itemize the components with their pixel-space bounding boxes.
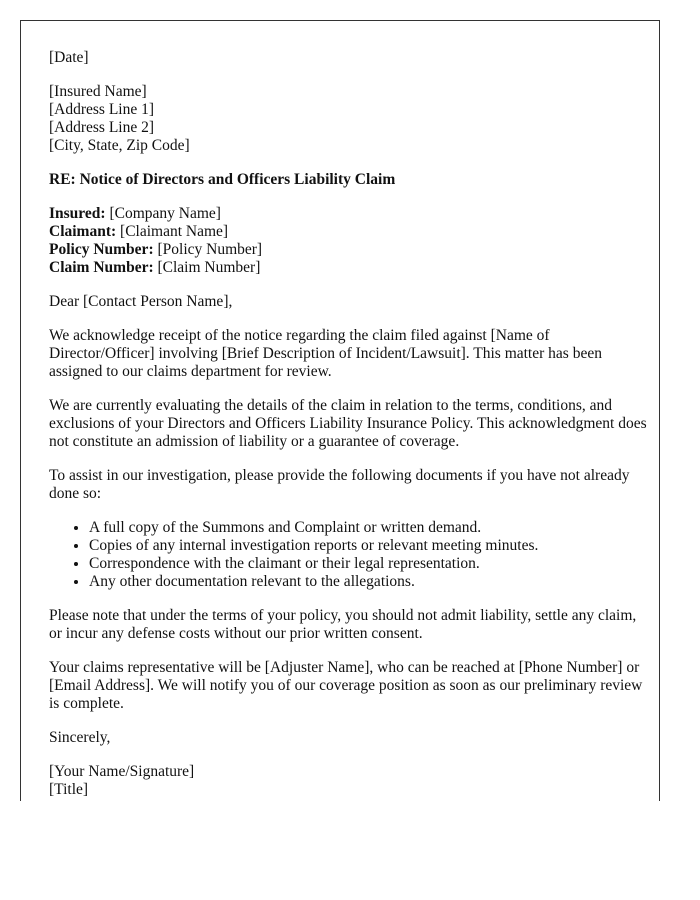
list-item: • A full copy of the Summons and Complaint or written demand.	[89, 519, 649, 537]
letter-content	[49, 49, 649, 801]
detail-label: Policy Number:	[49, 241, 154, 258]
detail-value: [Policy Number]	[153, 241, 263, 258]
list-item: • Correspondence with the claimant or their legal representation.	[89, 555, 649, 573]
recipient-address-line-2: [Address Line 2]	[49, 119, 155, 136]
signature-name: [Your Name/Signature]	[49, 763, 195, 780]
detail-label: Claim Number:	[49, 259, 154, 276]
letter-page	[20, 20, 660, 801]
claim-details	[49, 205, 649, 277]
sign-off: Sincerely,	[49, 729, 111, 746]
recipient-name: [Insured Name]	[49, 83, 147, 100]
detail-value: [Claim Number]	[153, 259, 261, 276]
body-paragraph: We acknowledge receipt of the notice regarding the claim filed against [Name of Director/Officer] involving [Brief Description of Incident/Lawsuit]. This matter has been assigned to our claims department for review.	[49, 327, 602, 380]
subject-line	[49, 171, 649, 189]
detail-value: [Company Name]	[105, 205, 221, 222]
detail-claim-number	[49, 259, 649, 277]
recipient-address-line-1: [Address Line 1]	[49, 101, 155, 118]
body-paragraph: We are currently evaluating the details of the claim in relation to the terms, conditions, and exclusions of your Directors and Officers Liability Insurance Policy. This acknowledgment does not constitute an admission of liability or a guarantee of coverage.	[49, 397, 647, 450]
salutation: Dear [Contact Person Name],	[49, 293, 233, 310]
letter-date: [Date]	[49, 49, 89, 66]
detail-policy-number	[49, 241, 649, 259]
body-paragraph: Your claims representative will be [Adjuster Name], who can be reached at [Phone Number] or [Email Address]. We will notify you of our coverage position as soon as our preliminary review is complete.	[49, 659, 643, 712]
list-item: • Copies of any internal investigation reports or relevant meeting minutes.	[89, 537, 649, 555]
body-paragraph: Please note that under the terms of your policy, you should not admit liability, settle any claim, or incur any defense costs without our prior written consent.	[49, 607, 637, 642]
document-list	[49, 519, 649, 591]
recipient-city-state-zip: [City, State, Zip Code]	[49, 137, 190, 154]
detail-insured	[49, 205, 649, 223]
signature-block	[49, 763, 649, 799]
detail-label: Insured:	[49, 205, 106, 222]
subject-text: RE: Notice of Directors and Officers Liability Claim	[49, 171, 396, 188]
list-item: • Any other documentation relevant to the allegations.	[89, 573, 649, 591]
signature-title: [Title]	[49, 781, 89, 798]
detail-value: [Claimant Name]	[116, 223, 229, 240]
body-paragraph: To assist in our investigation, please provide the following documents if you have not already done so:	[49, 467, 630, 502]
detail-claimant	[49, 223, 649, 241]
detail-label: Claimant:	[49, 223, 117, 240]
recipient-address	[49, 83, 649, 155]
